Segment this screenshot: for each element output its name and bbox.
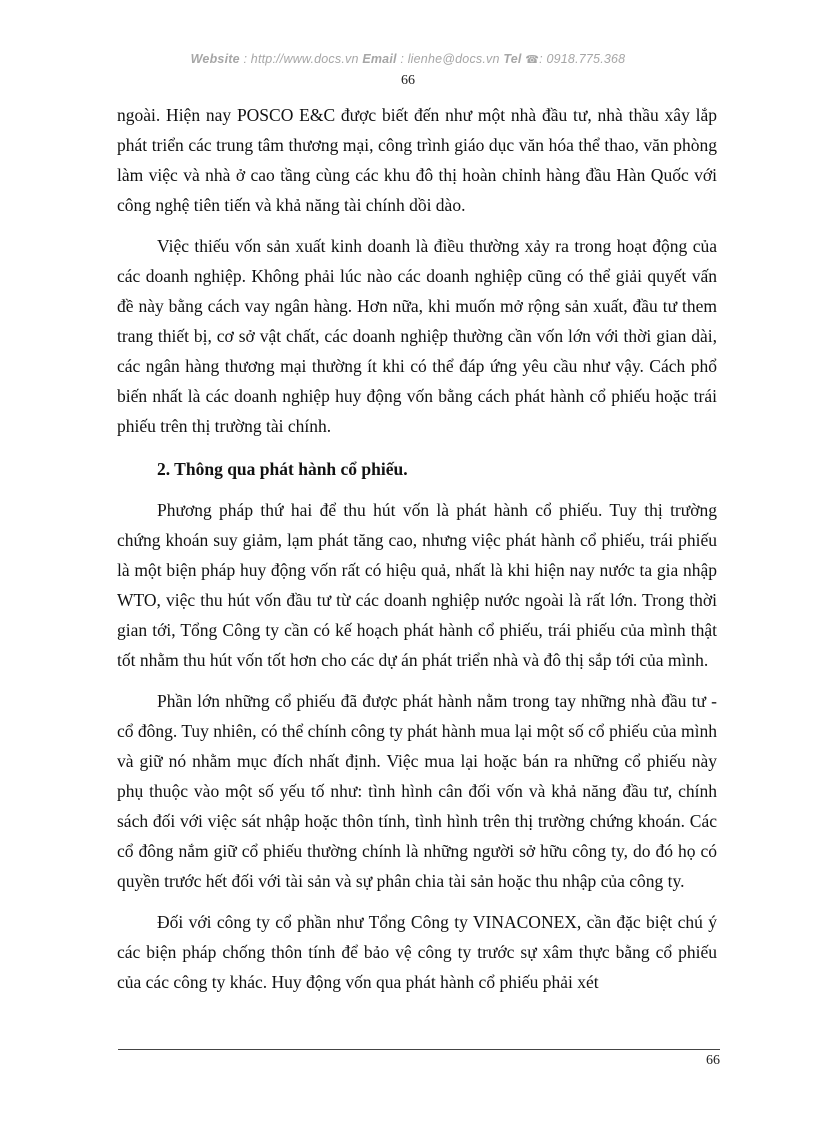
paragraph-3: Phương pháp thứ hai để thu hút vốn là phát hành cổ phiếu. Tuy thị trường chứng khoán suy giảm, lạm phát tăng cao, nhưng việc phát hành cổ phiếu, trái phiếu là một biện pháp huy động vốn rất có hiệu quả, nhất là khi hiện nay nước ta gia nhập WTO, việc thu hút vốn đầu tư từ các doanh nghiệp nước ngoài là rất lớn. Trong thời gian tới, Tổng Công ty cần có kế hoạch phát hành cổ phiếu, trái phiếu của mình thật tốt nhằm thu hút vốn tốt hơn cho các dự án phát triển nhà và đô thị sắp tới của mình. xyxy=(117,500,717,670)
footer-divider xyxy=(118,1049,720,1050)
section-heading: 2. Thông qua phát hành cổ phiếu. xyxy=(157,459,408,479)
paragraph-5: Đối với công ty cổ phần như Tổng Công ty VINACONEX, cần đặc biệt chú ý các biện pháp chống thôn tính để bảo vệ công ty trước sự xâm thực bằng cổ phiếu của các công ty khác. Huy động vốn qua phát hành cổ phiếu phải xét xyxy=(117,912,717,992)
email-link[interactable]: : lienhe@docs.vn xyxy=(400,52,500,66)
website-link[interactable]: : http://www.docs.vn xyxy=(243,52,359,66)
document-body xyxy=(117,100,717,997)
paragraph-4: Phần lớn những cổ phiếu đã được phát hành nằm trong tay những nhà đầu tư - cổ đông. Tuy nhiên, có thể chính công ty phát hành mua lại một số cổ phiếu của mình và giữ nó nhằm mục đích nhất định. Việc mua lại hoặc bán ra những cổ phiếu này phụ thuộc vào một số yếu tố như: tình hình cân đối vốn và khả năng đầu tư, chính sách đối với việc sát nhập hoặc thôn tính, tình hình trên thị trường chứng khoán. Các cổ đông nắm giữ cổ phiếu thường chính là những người sở hữu công ty, do đó họ có quyền trước hết đối với tài sản và sự phân chia tài sản hoặc thu nhập của công ty. xyxy=(117,691,717,891)
page-number-top: 66 xyxy=(401,73,415,88)
tel-value: : 0918.775.368 xyxy=(539,52,626,66)
tel-label: Tel xyxy=(503,52,522,66)
page-number-bottom: 66 xyxy=(706,1053,720,1068)
website-label: Website xyxy=(190,52,240,66)
phone-icon: ☎ xyxy=(525,54,540,66)
page-header xyxy=(0,52,816,66)
email-label: Email xyxy=(362,52,397,66)
paragraph-2: Việc thiếu vốn sản xuất kinh doanh là điều thường xảy ra trong hoạt động của các doanh nghiệp. Không phải lúc nào các doanh nghiệp cũng có thể giải quyết vấn đề này bằng cách vay ngân hàng. Hơn nữa, khi muốn mở rộng sản xuất, đầu tư them trang thiết bị, cơ sở vật chất, các doanh nghiệp thường cần vốn lớn với thời gian dài, các ngân hàng thương mại thường ít khi có thể đáp ứng yêu cầu như vậy. Cách phổ biến nhất là các doanh nghiệp huy động vốn bằng cách phát hành cổ phiếu hoặc trái phiếu trên thị trường tài chính. xyxy=(117,236,717,436)
paragraph-1: ngoài. Hiện nay POSCO E&C được biết đến như một nhà đầu tư, nhà thầu xây lắp phát triển các trung tâm thương mại, công trình giáo dục văn hóa thể thao, văn phòng làm việc và nhà ở cao tầng cùng các khu đô thị hoàn chỉnh hàng đầu Hàn Quốc với công nghệ tiên tiến và khả năng tài chính dồi dào. xyxy=(117,105,717,215)
